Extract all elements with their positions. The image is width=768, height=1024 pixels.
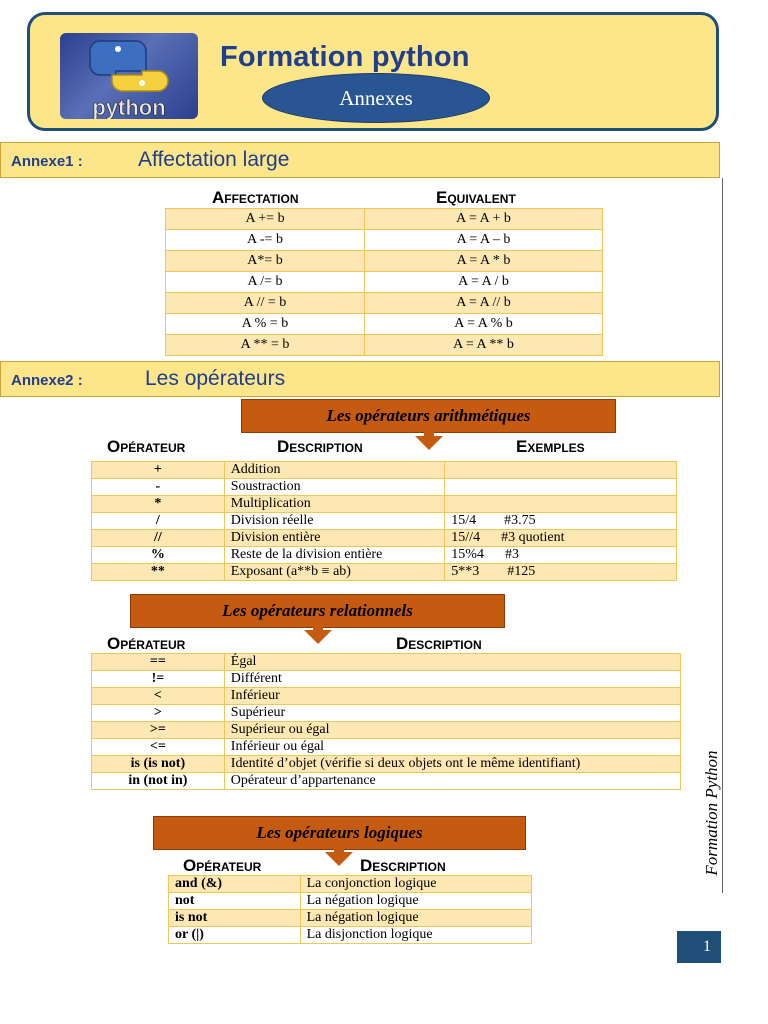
table-row xyxy=(92,671,681,688)
example-cell xyxy=(445,462,677,479)
sidebar-label: Formation Python xyxy=(702,750,721,876)
description-cell: Égal xyxy=(224,654,680,671)
table-row xyxy=(166,209,603,230)
operator-cell: == xyxy=(92,654,225,671)
description-cell: Multiplication xyxy=(224,496,445,513)
table-row xyxy=(169,893,532,910)
operator-cell: > xyxy=(92,705,225,722)
description-cell: Opérateur d’appartenance xyxy=(224,773,680,790)
description-cell: La conjonction logique xyxy=(300,876,531,893)
table-row xyxy=(92,530,677,547)
description-cell: La négation logique xyxy=(300,893,531,910)
arith-col-description: Description xyxy=(277,437,363,456)
operator-cell: * xyxy=(92,496,225,513)
operator-cell: // xyxy=(92,530,225,547)
operator-cell: + xyxy=(92,462,225,479)
table-row xyxy=(92,722,681,739)
table-row xyxy=(92,756,681,773)
table-row xyxy=(166,314,603,335)
description-cell: Supérieur xyxy=(224,705,680,722)
example-cell: 15/4 #3.75 xyxy=(445,513,677,530)
affectation-table xyxy=(165,208,603,356)
table-row xyxy=(92,564,677,581)
operator-cell: in (not in) xyxy=(92,773,225,790)
description-cell: La disjonction logique xyxy=(300,927,531,944)
document-header xyxy=(27,12,719,131)
operator-cell: is (is not) xyxy=(92,756,225,773)
table-row xyxy=(166,272,603,293)
table-row xyxy=(92,547,677,564)
affectation-heading: Affectation xyxy=(212,188,299,207)
description-cell: Soustraction xyxy=(224,479,445,496)
annexe2-title: Les opérateurs xyxy=(145,367,286,390)
table-row xyxy=(92,462,677,479)
arith-col-exemples: Exemples xyxy=(516,437,585,456)
table-row xyxy=(166,251,603,272)
operator-cell: or (|) xyxy=(169,927,301,944)
log-arrow-icon xyxy=(325,852,353,866)
table-row xyxy=(92,739,681,756)
description-cell: A = A ** b xyxy=(365,335,603,356)
description-cell: Inférieur ou égal xyxy=(224,739,680,756)
annexe1-bar xyxy=(0,142,720,178)
arith-table xyxy=(91,461,677,581)
arith-arrow-icon xyxy=(415,436,443,450)
operator-cell: A ** = b xyxy=(166,335,365,356)
log-col-description: Description xyxy=(360,856,446,875)
operator-cell: % xyxy=(92,547,225,564)
description-cell: Différent xyxy=(224,671,680,688)
rel-col-operateur: Opérateur xyxy=(107,634,186,653)
table-row xyxy=(92,479,677,496)
rel-banner: Les opérateurs relationnels xyxy=(130,594,505,628)
table-row xyxy=(169,876,532,893)
log-col-operateur: Opérateur xyxy=(183,856,262,875)
operator-cell: A % = b xyxy=(166,314,365,335)
table-row xyxy=(166,230,603,251)
annexe1-tag: Annexe1 : xyxy=(11,153,83,170)
table-row xyxy=(92,773,681,790)
table-row xyxy=(169,910,532,927)
arith-banner: Les opérateurs arithmétiques xyxy=(241,399,616,433)
example-cell: 15//4 #3 quotient xyxy=(445,530,677,547)
python-logo-text: python xyxy=(92,95,166,119)
operator-cell: A // = b xyxy=(166,293,365,314)
operator-cell: != xyxy=(92,671,225,688)
page-number: 1 xyxy=(677,931,721,963)
example-cell xyxy=(445,496,677,513)
example-cell: 15%4 #3 xyxy=(445,547,677,564)
document-title: Formation python xyxy=(220,41,470,73)
table-row xyxy=(166,335,603,356)
table-row xyxy=(92,496,677,513)
operator-cell: is not xyxy=(169,910,301,927)
rel-col-description: Description xyxy=(396,634,482,653)
annexe1-title: Affectation large xyxy=(138,148,290,171)
operator-cell: A += b xyxy=(166,209,365,230)
table-row xyxy=(92,688,681,705)
example-cell: 5**3 #125 xyxy=(445,564,677,581)
arith-col-operateur: Opérateur xyxy=(107,437,186,456)
operator-cell: >= xyxy=(92,722,225,739)
table-row xyxy=(169,927,532,944)
description-cell: Inférieur xyxy=(224,688,680,705)
operator-cell: A*= b xyxy=(166,251,365,272)
example-cell xyxy=(445,479,677,496)
python-logo xyxy=(60,33,198,119)
description-cell: La négation logique xyxy=(300,910,531,927)
description-cell: Exposant (a**b ≡ ab) xyxy=(224,564,445,581)
operator-cell: / xyxy=(92,513,225,530)
description-cell: Division entière xyxy=(224,530,445,547)
description-cell: A = A // b xyxy=(365,293,603,314)
description-cell: A = A + b xyxy=(365,209,603,230)
operator-cell: and (&) xyxy=(169,876,301,893)
table-row xyxy=(92,513,677,530)
description-cell: A = A * b xyxy=(365,251,603,272)
operator-cell: <= xyxy=(92,739,225,756)
equivalent-heading: Equivalent xyxy=(436,188,516,207)
rel-arrow-icon xyxy=(304,630,332,644)
description-cell: A = A / b xyxy=(365,272,603,293)
operator-cell: A /= b xyxy=(166,272,365,293)
description-cell: A = A % b xyxy=(365,314,603,335)
operator-cell: < xyxy=(92,688,225,705)
operator-cell: not xyxy=(169,893,301,910)
annexe2-bar xyxy=(0,361,720,397)
table-row xyxy=(166,293,603,314)
description-cell: Supérieur ou égal xyxy=(224,722,680,739)
table-row xyxy=(92,654,681,671)
log-banner: Les opérateurs logiques xyxy=(153,816,526,850)
operator-cell: - xyxy=(92,479,225,496)
description-cell: Division réelle xyxy=(224,513,445,530)
description-cell: Addition xyxy=(224,462,445,479)
description-cell: Identité d’objet (vérifie si deux objets ont le même identifiant) xyxy=(224,756,680,773)
operator-cell: ** xyxy=(92,564,225,581)
annexe2-tag: Annexe2 : xyxy=(11,372,83,389)
table-row xyxy=(92,705,681,722)
description-cell: A = A – b xyxy=(365,230,603,251)
document-subtitle: Annexes xyxy=(262,73,490,123)
operator-cell: A -= b xyxy=(166,230,365,251)
description-cell: Reste de la division entière xyxy=(224,547,445,564)
rel-table xyxy=(91,653,681,790)
log-table xyxy=(168,875,532,944)
